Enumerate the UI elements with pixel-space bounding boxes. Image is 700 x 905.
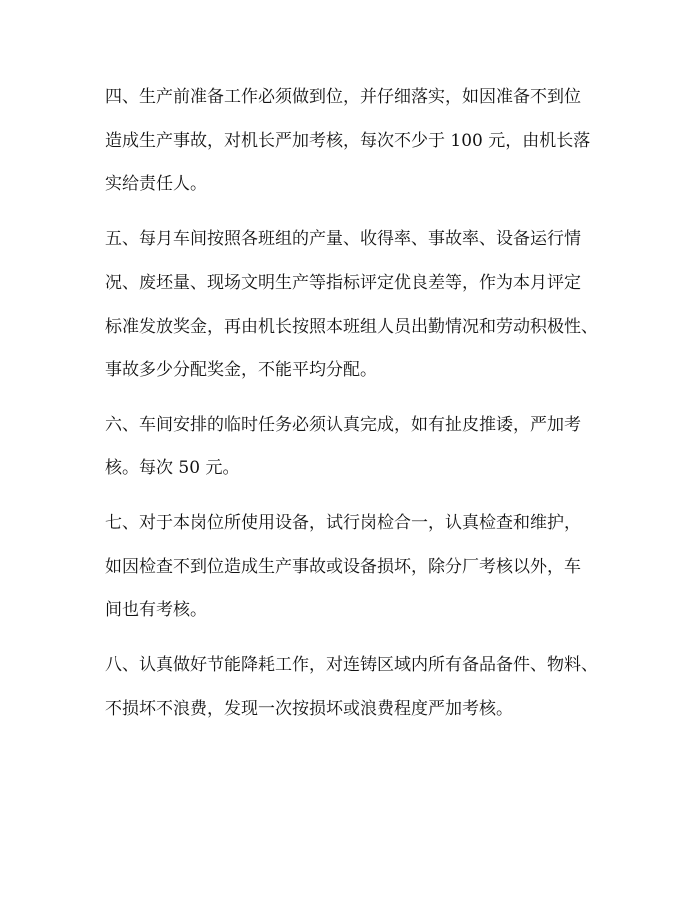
paragraph-line: 造成生产事故，对机长严加考核，每次不少于 100 元，由机长落 [105, 131, 591, 151]
paragraph-line: 事故多少分配奖金，不能平均分配。 [105, 360, 377, 380]
paragraph-line: 况、废坯量、现场文明生产等指标评定优良差等，作为本月评定 [105, 273, 581, 293]
paragraph-line: 五、每月车间按照各班组的产量、收得率、事故率、设备运行情 [105, 229, 581, 249]
paragraph-line: 间也有考核。 [105, 600, 207, 620]
paragraph-line: 核。每次 50 元。 [105, 458, 240, 478]
paragraph-line: 实给责任人。 [105, 174, 207, 194]
paragraph-line: 四、生产前准备工作必须做到位，并仔细落实，如因准备不到位 [105, 87, 581, 107]
paragraph-line: 不损坏不浪费，发现一次按损坏或浪费程度严加考核。 [105, 699, 513, 719]
paragraph-line: 七、对于本岗位所使用设备，试行岗检合一，认真检查和维护， [105, 513, 581, 533]
paragraph-line: 标准发放奖金，再由机长按照本班组人员出勤情况和劳动积极性、 [105, 317, 598, 337]
paragraph-line: 六、车间安排的临时任务必须认真完成，如有扯皮推诿，严加考 [105, 415, 581, 435]
paragraph-line: 八、认真做好节能降耗工作，对连铸区域内所有备品备件、物料、 [105, 655, 598, 675]
paragraph-line: 如因检查不到位造成生产事故或设备损坏，除分厂考核以外，车 [105, 557, 581, 577]
